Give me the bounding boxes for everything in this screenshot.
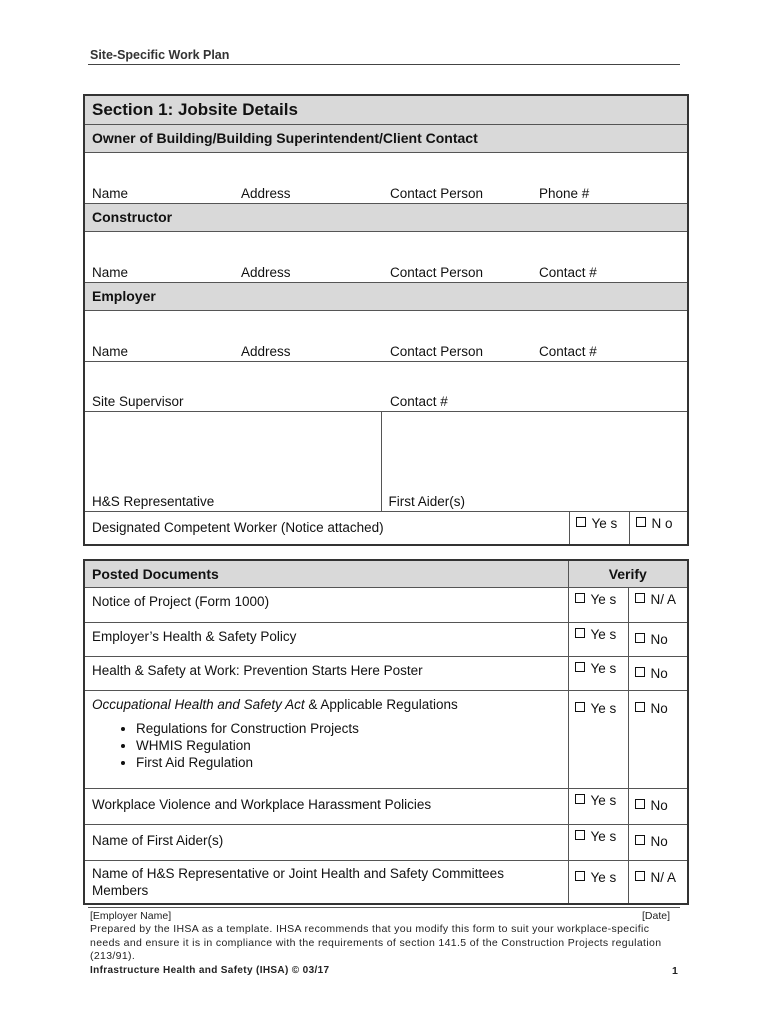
constructor-field-labels (92, 265, 688, 280)
jobsite-details-table (83, 94, 689, 546)
row-label: Health & Safety at Work: Prevention Starts Here Poster (92, 663, 423, 678)
row-yes-checkbox[interactable] (568, 789, 628, 825)
competent-worker-cell (84, 512, 569, 546)
posted-row-first-aiders (84, 825, 568, 861)
verify-heading: Verify (568, 560, 688, 588)
option-label: Ye s (590, 592, 617, 607)
posted-row-notice-of-project (84, 588, 568, 623)
page-number: 1 (672, 965, 679, 977)
row-na-checkbox[interactable] (628, 861, 688, 905)
employer-address-label: Address (241, 344, 291, 359)
header-rule (88, 64, 680, 65)
first-aider-cell[interactable] (381, 412, 688, 512)
checkbox-square-icon (576, 517, 586, 527)
posted-row-ohsa (84, 691, 568, 789)
checkbox-square-icon (635, 871, 645, 881)
row-label: Name of H&S Representative or Joint Health and Safety Committees Members (92, 866, 504, 898)
constructor-entry-row[interactable] (84, 232, 688, 283)
option-label: N/ A (650, 870, 677, 885)
row-yes-checkbox[interactable] (568, 691, 628, 789)
row-yes-checkbox[interactable] (568, 588, 628, 623)
option-label: No (650, 834, 668, 849)
checkbox-square-icon (575, 662, 585, 672)
constructor-contact-person-label: Contact Person (390, 265, 484, 280)
supervisor-contact-label: Contact # (390, 394, 448, 409)
checkbox-square-icon (635, 702, 645, 712)
hs-representative-cell[interactable] (84, 412, 381, 512)
row-no-checkbox[interactable] (628, 691, 688, 789)
row-yes-checkbox[interactable] (568, 657, 628, 691)
footer-rule (88, 907, 680, 908)
site-supervisor-label: Site Supervisor (92, 394, 184, 409)
checkbox-square-icon (575, 871, 585, 881)
regulations-list (92, 720, 561, 771)
checkbox-square-icon (636, 517, 646, 527)
checkbox-square-icon (575, 593, 585, 603)
row-label: Workplace Violence and Workplace Harassment Policies (92, 797, 432, 812)
owner-phone-label: Phone # (539, 186, 590, 201)
list-item: • WHMIS Regulation (136, 737, 561, 754)
employer-field-labels (92, 344, 688, 359)
employer-contact-label: Contact # (539, 344, 597, 359)
checkbox-square-icon (635, 835, 645, 845)
owner-entry-row[interactable] (84, 153, 688, 204)
option-label: N/ A (650, 592, 677, 607)
row-label: Name of First Aider(s) (92, 833, 224, 848)
supervisor-entry-row[interactable] (84, 362, 688, 412)
option-label: Ye s (590, 661, 617, 676)
row-label: Employer’s Health & Safety Policy (92, 629, 297, 644)
posted-documents-heading: Posted Documents (84, 560, 568, 588)
row-no-checkbox[interactable] (628, 623, 688, 657)
row-label: Notice of Project (Form 1000) (92, 594, 270, 609)
posted-row-employer-policy (84, 623, 568, 657)
checkbox-square-icon (575, 702, 585, 712)
owner-address-label: Address (241, 186, 291, 201)
option-label: No (650, 666, 668, 681)
employer-contact-person-label: Contact Person (390, 344, 484, 359)
option-label: Ye s (590, 829, 617, 844)
row-no-checkbox[interactable] (628, 657, 688, 691)
competent-no-label: N o (651, 516, 673, 531)
row-yes-checkbox[interactable] (568, 825, 628, 861)
ohsa-label-rest: & Applicable Regulations (304, 697, 458, 712)
checkbox-square-icon (635, 799, 645, 809)
option-label: No (650, 632, 668, 647)
list-item: • Regulations for Construction Projects (136, 720, 561, 737)
footer-date: [Date] (642, 910, 671, 922)
footer-employer-name: [Employer Name] (90, 910, 172, 922)
row-yes-checkbox[interactable] (568, 861, 628, 905)
row-na-checkbox[interactable] (628, 588, 688, 623)
posted-row-workplace-violence (84, 789, 568, 825)
checkbox-square-icon (635, 667, 645, 677)
hs-representative-label: H&S Representative (92, 494, 215, 509)
owner-name-label: Name (92, 186, 129, 201)
option-label: Ye s (590, 870, 617, 885)
first-aider-label: First Aider(s) (388, 494, 466, 509)
checkbox-square-icon (635, 593, 645, 603)
competent-yes-label: Ye s (591, 516, 618, 531)
option-label: Ye s (590, 701, 617, 716)
option-label: No (650, 798, 668, 813)
footer-notice: Prepared by the IHSA as a template. IHSA recommends that you modify this form to suit your workplace-specific needs and ensure it is in compliance with the requirements of section 141.5 of the Construction Projects regulation (213/91). (90, 923, 662, 963)
checkbox-square-icon (575, 628, 585, 638)
competent-yes-checkbox[interactable] (569, 512, 629, 546)
checkbox-square-icon (575, 830, 585, 840)
option-label: Ye s (590, 793, 617, 808)
competent-worker-label: Designated Competent Worker (Notice attached) (92, 520, 384, 535)
running-header: Site-Specific Work Plan (90, 48, 230, 62)
option-label: No (650, 701, 668, 716)
option-label: Ye s (590, 627, 617, 642)
ohsa-italic-label: Occupational Health and Safety Act (92, 697, 305, 712)
section-title: Section 1: Jobsite Details (84, 95, 688, 125)
competent-no-checkbox[interactable] (629, 512, 688, 546)
employer-entry-row[interactable] (84, 311, 688, 362)
owner-heading: Owner of Building/Building Superintendent/Client Contact (84, 125, 688, 153)
footer-copyright: Infrastructure Health and Safety (IHSA) © 03/17 (90, 965, 330, 976)
owner-field-labels (92, 186, 688, 201)
constructor-name-label: Name (92, 265, 129, 280)
checkbox-square-icon (635, 633, 645, 643)
constructor-contact-label: Contact # (539, 265, 597, 280)
employer-name-label: Name (92, 344, 129, 359)
constructor-heading: Constructor (84, 204, 688, 232)
row-yes-checkbox[interactable] (568, 623, 628, 657)
posted-row-poster (84, 657, 568, 691)
constructor-address-label: Address (241, 265, 291, 280)
posted-documents-table (83, 559, 689, 905)
ohsa-title (92, 697, 458, 712)
posted-row-hs-representative (84, 861, 568, 905)
list-item: • First Aid Regulation (136, 754, 561, 771)
checkbox-square-icon (575, 794, 585, 804)
employer-heading: Employer (84, 283, 688, 311)
owner-contact-person-label: Contact Person (390, 186, 484, 201)
row-no-checkbox[interactable] (628, 789, 688, 825)
row-no-checkbox[interactable] (628, 825, 688, 861)
